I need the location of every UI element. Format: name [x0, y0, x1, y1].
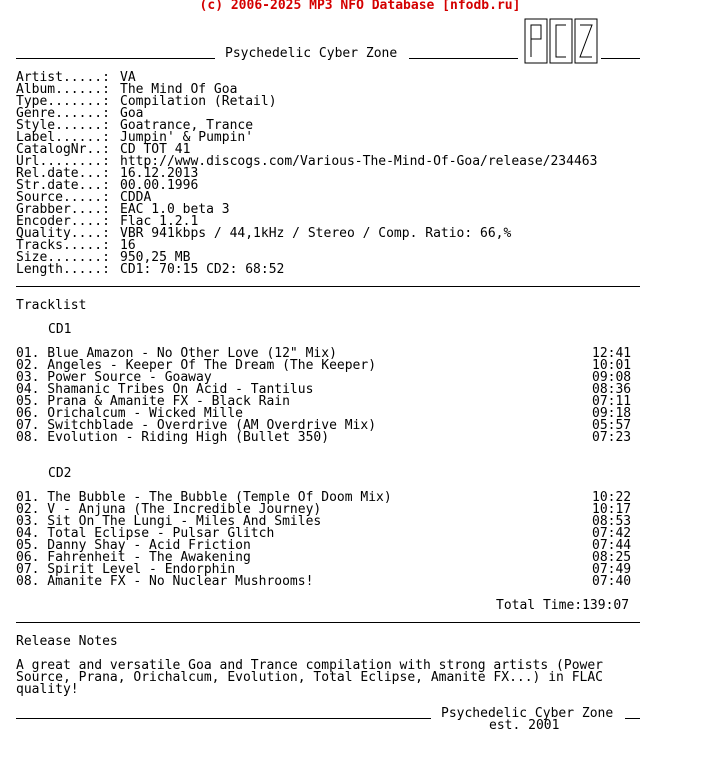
info-label: Artist.....:: [16, 70, 110, 85]
track-time: 07:49: [592, 562, 632, 577]
info-value: Goatrance, Trance: [120, 118, 254, 133]
banner-rule-mid: [409, 58, 518, 59]
info-value: Jumpin' & Pumpin': [120, 130, 254, 145]
track-time: 12:41: [592, 346, 632, 361]
track-title: 01. The Bubble - The Bubble (Temple Of Doom Mix): [16, 490, 392, 505]
info-label: Label......:: [16, 130, 110, 145]
banner-rule-right: [601, 58, 640, 59]
track-time: 09:08: [592, 370, 632, 385]
info-label: Type.......:: [16, 94, 110, 109]
info-value: Flac 1.2.1: [120, 214, 199, 229]
track-time: 10:01: [592, 358, 632, 373]
track-title: 03. Sit On The Lungi - Miles And Smiles: [16, 514, 322, 529]
info-value: CD1: 70:15 CD2: 68:52: [120, 262, 285, 277]
release-notes-line: Source, Prana, Orichalcum, Evolution, Total Eclipse, Amanite FX...) in FLAC: [16, 670, 603, 685]
banner-rule-left: [16, 58, 215, 59]
info-value: 16: [120, 238, 136, 253]
info-label: Style......:: [16, 118, 110, 133]
info-label: Quality....:: [16, 226, 110, 241]
info-label: Tracks.....:: [16, 238, 110, 253]
pcz-logo: [523, 17, 599, 65]
info-label: Grabber....:: [16, 202, 110, 217]
track-title: 05. Danny Shay - Acid Friction: [16, 538, 251, 553]
track-time: 07:23: [592, 430, 632, 445]
info-label: Size.......:: [16, 250, 110, 265]
banner-title: Psychedelic Cyber Zone: [225, 46, 398, 61]
info-value: 950,25 MB: [120, 250, 191, 265]
release-notes-heading: Release Notes: [16, 634, 118, 649]
info-label: CatalogNr..:: [16, 142, 110, 157]
info-value: http://www.discogs.com/Various-The-Mind-Of-Goa/release/234463: [120, 154, 598, 169]
track-time: 10:17: [592, 502, 632, 517]
info-value: 16.12.2013: [120, 166, 199, 181]
divider-2: [16, 622, 640, 623]
footer-rule-left: [16, 718, 431, 719]
info-label: Source.....:: [16, 190, 110, 205]
track-time: 07:40: [592, 574, 632, 589]
track-title: 03. Power Source - Goaway: [16, 370, 212, 385]
release-notes-line: A great and versatile Goa and Trance compilation with strong artists (Power: [16, 658, 603, 673]
info-label: Rel.date...:: [16, 166, 110, 181]
track-title: 07. Spirit Level - Endorphin: [16, 562, 236, 577]
cd1-heading: CD1: [48, 322, 72, 337]
track-title: 08. Evolution - Riding High (Bullet 350): [16, 430, 330, 445]
info-value: EAC 1.0 beta 3: [120, 202, 230, 217]
info-label: Str.date...:: [16, 178, 110, 193]
footer-rule-right: [625, 718, 640, 719]
track-time: 05:57: [592, 418, 632, 433]
track-title: 02. Angeles - Keeper Of The Dream (The Keeper): [16, 358, 377, 373]
info-value: VA: [120, 70, 136, 85]
footer-est: est. 2001: [489, 718, 560, 733]
info-value: CD TOT 41: [120, 142, 191, 157]
track-title: 06. Orichalcum - Wicked Mille: [16, 406, 243, 421]
info-label: Length.....:: [16, 262, 110, 277]
track-title: 06. Fahrenheit - The Awakening: [16, 550, 251, 565]
track-title: 01. Blue Amazon - No Other Love (12" Mix): [16, 346, 337, 361]
footer-title: Psychedelic Cyber Zone: [441, 706, 614, 721]
info-label: Encoder....:: [16, 214, 110, 229]
track-time: 10:22: [592, 490, 632, 505]
track-time: 07:42: [592, 526, 632, 541]
info-value: Goa: [120, 106, 144, 121]
track-time: 08:25: [592, 550, 632, 565]
info-value: Compilation (Retail): [120, 94, 277, 109]
info-value: 00.00.1996: [120, 178, 199, 193]
track-title: 07. Switchblade - Overdrive (AM Overdrive Mix): [16, 418, 377, 433]
track-title: 08. Amanite FX - No Nuclear Mushrooms!: [16, 574, 314, 589]
info-label: Album......:: [16, 82, 110, 97]
track-title: 02. V - Anjuna (The Incredible Journey): [16, 502, 322, 517]
track-title: 04. Shamanic Tribes On Acid - Tantilus: [16, 382, 314, 397]
cd2-heading: CD2: [48, 466, 72, 481]
track-title: 04. Total Eclipse - Pulsar Glitch: [16, 526, 275, 541]
track-time: 08:36: [592, 382, 632, 397]
track-time: 07:11: [592, 394, 632, 409]
tracklist-heading: Tracklist: [16, 298, 87, 313]
track-time: 09:18: [592, 406, 632, 421]
total-time: Total Time:139:07: [496, 598, 630, 613]
track-time: 08:53: [592, 514, 632, 529]
track-title: 05. Prana & Amanite FX - Black Rain: [16, 394, 290, 409]
info-value: The Mind Of Goa: [120, 82, 238, 97]
track-time: 07:44: [592, 538, 632, 553]
info-value: VBR 941kbps / 44,1kHz / Stereo / Comp. Ratio: 66,%: [120, 226, 512, 241]
nfodb-header: (c) 2006-2025 MP3 NFO Database [nfodb.ru]: [199, 0, 521, 13]
info-label: Genre......:: [16, 106, 110, 121]
release-notes-line: quality!: [16, 682, 79, 697]
divider-1: [16, 286, 640, 287]
info-label: Url........:: [16, 154, 110, 169]
info-value: CDDA: [120, 190, 152, 205]
